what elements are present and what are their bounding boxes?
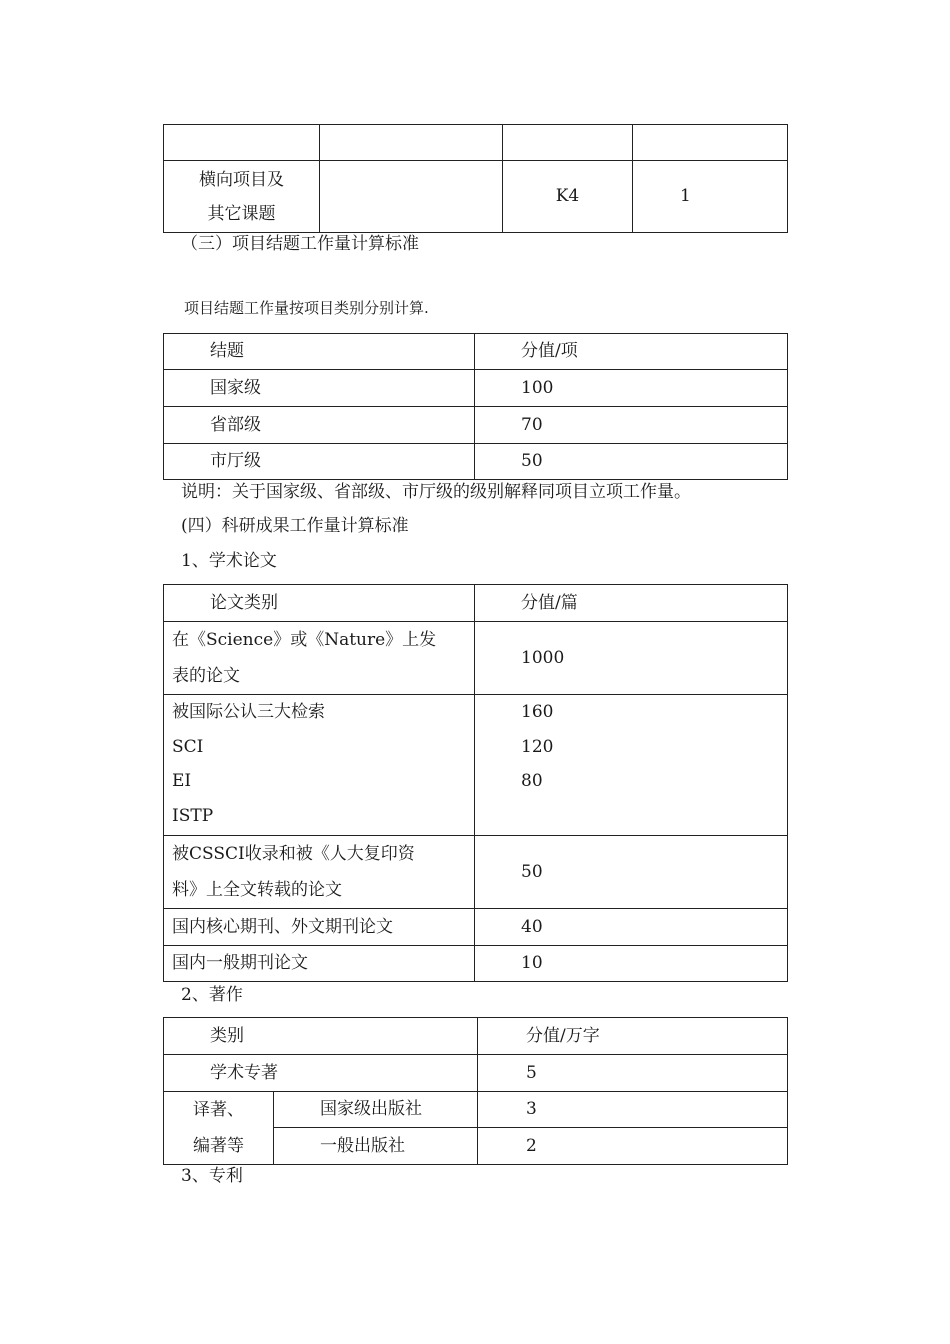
- cell-text: 被CSSCI收录和被《人大复印资: [172, 844, 415, 864]
- table-cell: 国内核心期刊、外文期刊论文: [164, 909, 475, 946]
- table-cell: 市厅级: [164, 444, 475, 480]
- table-cell: 2: [478, 1128, 788, 1165]
- table-cell: [164, 125, 320, 161]
- table-cell: 1: [633, 161, 788, 233]
- table-row: [164, 622, 788, 695]
- cell-text: 120: [521, 736, 554, 757]
- table-header-cell: 论文类别: [164, 585, 475, 622]
- table-cell: [164, 161, 320, 233]
- project-table-top: [163, 124, 788, 233]
- table-header-cell: 类别: [164, 1018, 478, 1055]
- table-row: [164, 585, 788, 622]
- cell-text: 80: [521, 771, 543, 791]
- table-cell: [320, 125, 503, 161]
- table-cell: K4: [503, 161, 633, 233]
- cell-text: 被国际公认三大检索: [172, 702, 325, 722]
- completion-score-table: [163, 333, 788, 480]
- table-row: [164, 161, 788, 233]
- paper-score-table: [163, 584, 788, 982]
- subsection-heading: 2、著作: [181, 985, 243, 1005]
- table-row: [164, 836, 788, 909]
- table-cell: 3: [478, 1092, 788, 1128]
- table-row: [164, 444, 788, 480]
- table-row: [164, 370, 788, 407]
- table-header-cell: 分值/篇: [475, 585, 788, 622]
- table-cell: [164, 1092, 274, 1165]
- cell-text: 其它课题: [207, 203, 276, 224]
- table-cell: [164, 622, 475, 695]
- subsection-heading: 3、专利: [181, 1166, 243, 1186]
- cell-text: 译著、: [193, 1100, 244, 1120]
- table-cell: 国家级: [164, 370, 475, 407]
- table-cell: 省部级: [164, 407, 475, 444]
- section-heading: （三）项目结题工作量计算标准: [181, 234, 419, 254]
- table-cell: 40: [475, 909, 788, 946]
- table-cell: 50: [475, 444, 788, 480]
- book-score-table: [163, 1017, 788, 1165]
- table-cell: 70: [475, 407, 788, 444]
- table-row: [164, 125, 788, 161]
- table-cell: [633, 125, 788, 161]
- table-cell: 50: [475, 836, 788, 909]
- table-cell: 100: [475, 370, 788, 407]
- subsection-heading: 1、学术论文: [181, 551, 277, 571]
- cell-text: 料》上全文转载的论文: [172, 880, 342, 900]
- table-cell: [164, 836, 475, 909]
- table-row: [164, 1092, 788, 1128]
- cell-text: 在《Science》或《Nature》上发: [172, 630, 437, 650]
- table-header-cell: 分值/项: [475, 334, 788, 370]
- table-row: [164, 1055, 788, 1092]
- cell-text: 编著等: [193, 1136, 244, 1156]
- table-cell: 5: [478, 1055, 788, 1092]
- table-row: [164, 407, 788, 444]
- table-cell: 学术专著: [164, 1055, 478, 1092]
- table-cell: [164, 695, 475, 836]
- table-cell: [320, 161, 503, 233]
- note-text: 说明：关于国家级、省部级、市厅级的级别解释同项目立项工作量。: [181, 482, 691, 502]
- table-cell: 10: [475, 946, 788, 982]
- table-row: [164, 1018, 788, 1055]
- cell-text: EI: [172, 771, 192, 791]
- cell-text: SCI: [172, 736, 204, 757]
- table-row: [164, 946, 788, 982]
- table-row: [164, 909, 788, 946]
- table-header-cell: 结题: [164, 334, 475, 370]
- table-cell: 国家级出版社: [274, 1092, 478, 1128]
- table-cell: 国内一般期刊论文: [164, 946, 475, 982]
- table-row: [164, 334, 788, 370]
- cell-text: ISTP: [172, 805, 214, 826]
- cell-text: 横向项目及: [199, 169, 284, 190]
- cell-text: 160: [521, 702, 554, 722]
- table-header-cell: 分值/万字: [478, 1018, 788, 1055]
- table-row: [164, 695, 788, 836]
- paragraph: 项目结题工作量按项目类别分别计算.: [184, 299, 429, 317]
- table-cell: [475, 695, 788, 836]
- table-cell: 一般出版社: [274, 1128, 478, 1165]
- cell-text: 表的论文: [172, 666, 240, 686]
- table-cell: 1000: [475, 622, 788, 695]
- table-cell: [503, 125, 633, 161]
- section-heading: (四）科研成果工作量计算标准: [181, 516, 409, 536]
